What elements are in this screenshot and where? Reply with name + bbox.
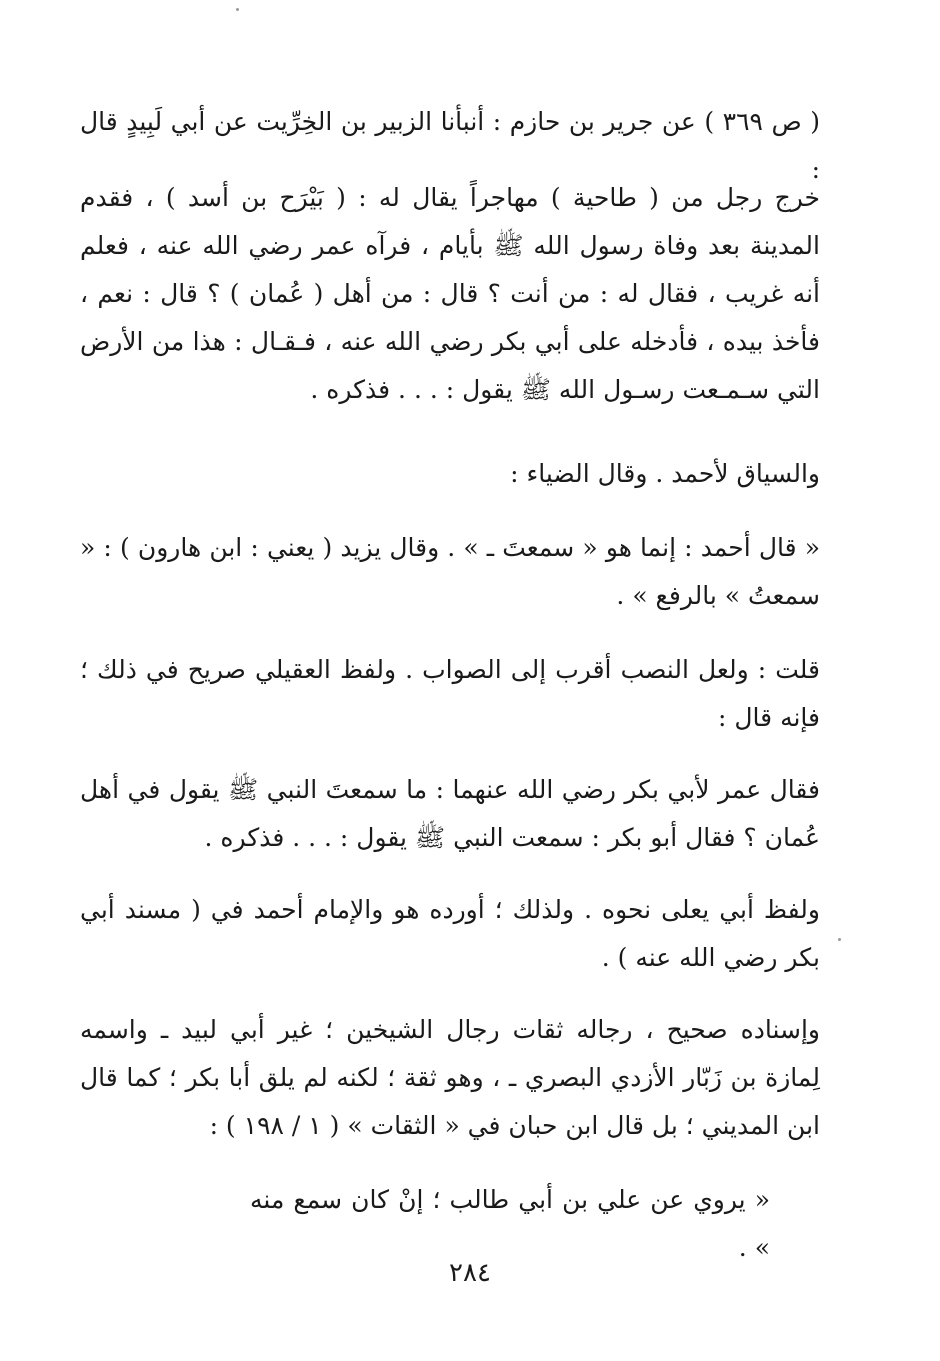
paragraph-isnad: ( ص ٣٦٩ ) عن جرير بن حازم : أنبأنا الزبير بن الخِرِّيت عن أبي لَبِيدٍ قال : xyxy=(80,107,820,184)
page-number: ٢٨٤ xyxy=(449,1258,491,1288)
paragraph-ibn-hibban-quote: « يروي عن علي بن أبي طالب ؛ إنْ كان سمع منه » . xyxy=(250,1185,770,1262)
paragraph-hadith-story: خرج رجل من ( طاحية ) مهاجراً يقال له : ( بَيْرَح بن أسد ) ، فقدم المدينة بعد وفاة رسول الله ﷺ بأيام ، فرآه عمر رضي الله عنه ، فعلم أنه غريب ، فقال له : من أنت ؟ قال : من أهل ( عُمان ) ؟ قال : نعم ، فأخذ بيده ، فأدخله على أبي بكر رضي الله عنه ، فـقـال : هذا من الأرض التي سـمـعت رسـول الله ﷺ يقول : . . . فذكره . xyxy=(80,183,820,404)
paragraph-abu-yala: ولفظ أبي يعلى نحوه . ولذلك ؛ أورده هو والإمام أحمد في ( مسند أبي بكر رضي الله عنه ) . xyxy=(80,895,820,972)
paragraph-isnad-grading: وإسناده صحيح ، رجاله ثقات رجال الشيخين ؛ غير أبي لبيد ـ واسمه لِمازة بن زَبّار الأزدي البصري ـ ، وهو ثقة ؛ لكنه لم يلق أبا بكر ؛ كما قال ابن المديني ؛ بل قال ابن حبان في « الثقات » ( ١ / ١٩٨ ) : xyxy=(80,1015,820,1140)
paragraph-siyaq: والسياق لأحمد . وقال الضياء : xyxy=(510,459,820,488)
scan-speck xyxy=(236,8,239,11)
paragraph-uqayli-text: فقال عمر لأبي بكر رضي الله عنهما : ما سمعتَ النبي ﷺ يقول في أهل عُمان ؟ فقال أبو بكر : سمعت النبي ﷺ يقول : . . . فذكره . xyxy=(80,775,820,852)
paragraph-ahmad-quote: « قال أحمد : إنما هو « سمعتَ ـ » . وقال يزيد ( يعني : ابن هارون ) : « سمعتُ » بالرفع » . xyxy=(80,533,820,610)
scan-speck xyxy=(838,938,841,941)
paragraph-author-note: قلت : ولعل النصب أقرب إلى الصواب . ولفظ العقيلي صريح في ذلك ؛ فإنه قال : xyxy=(80,655,820,732)
